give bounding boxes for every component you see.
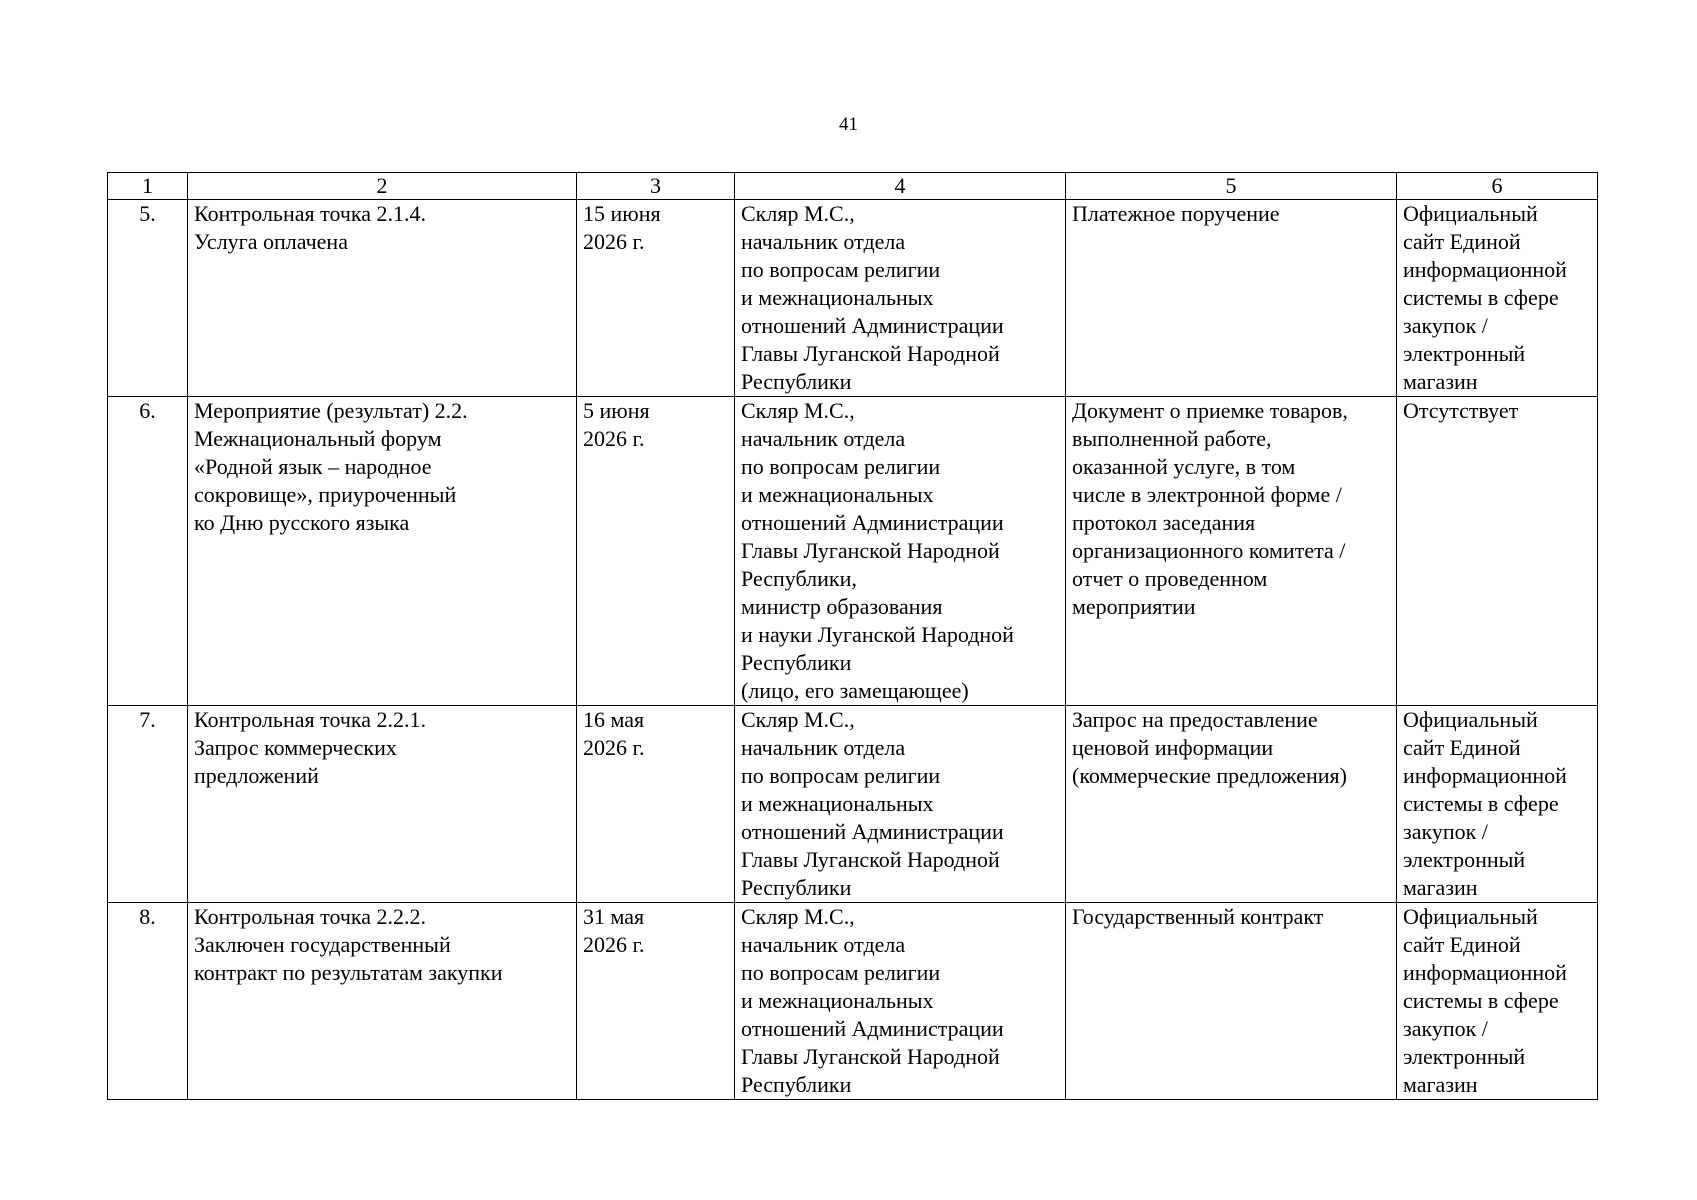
table-row [108, 903, 1598, 1100]
responsible-cell [735, 397, 1066, 706]
cell-line: по вопросам религии [741, 763, 941, 788]
date-cell [577, 706, 735, 903]
cell-line: Республики [741, 369, 852, 394]
cell-line: (лицо, его замещающее) [741, 678, 969, 703]
cell-line: 2026 г. [583, 426, 645, 451]
header-col-6: 6 [1397, 173, 1598, 200]
cell-line: Главы Луганской Народной [741, 341, 1000, 366]
cell-line: Запрос коммерческих [194, 735, 397, 760]
header-col-5: 5 [1066, 173, 1397, 200]
event-name-cell [188, 903, 577, 1100]
cell-line: начальник отдела [741, 932, 906, 957]
cell-line: закупок / [1403, 819, 1488, 844]
cell-line: информационной [1403, 960, 1567, 985]
info-system-cell [1397, 200, 1598, 397]
document-type-cell [1066, 903, 1397, 1100]
cell-line: Республики, [741, 566, 857, 591]
cell-line: и межнациональных [741, 285, 934, 310]
date-cell [577, 397, 735, 706]
cell-line: числе в электронной форме / [1072, 482, 1342, 507]
cell-line: Официальный [1403, 201, 1538, 226]
cell-line: сокровище», приуроченный [194, 482, 457, 507]
cell-line: информационной [1403, 763, 1567, 788]
cell-line: по вопросам религии [741, 960, 941, 985]
cell-line: и межнациональных [741, 988, 934, 1013]
responsible-cell [735, 903, 1066, 1100]
cell-line: начальник отдела [741, 735, 906, 760]
row-number: 6. [108, 397, 188, 706]
cell-line: Официальный [1403, 707, 1538, 732]
cell-line: 31 мая [583, 904, 645, 929]
event-name-cell [188, 397, 577, 706]
cell-line: начальник отдела [741, 229, 906, 254]
cell-line: Официальный [1403, 904, 1538, 929]
cell-line: Отсутствует [1403, 398, 1519, 423]
cell-line: электронный [1403, 847, 1526, 872]
cell-line: отношений Администрации [741, 1016, 1004, 1041]
header-row [108, 173, 1598, 200]
cell-line: Контрольная точка 2.2.2. [194, 904, 427, 929]
cell-line: отношений Администрации [741, 819, 1004, 844]
responsible-cell [735, 706, 1066, 903]
cell-line: по вопросам религии [741, 454, 941, 479]
cell-line: системы в сфере [1403, 285, 1559, 310]
cell-line: магазин [1403, 875, 1478, 900]
cell-line: ко Дню русского языка [194, 510, 410, 535]
row-number: 7. [108, 706, 188, 903]
table-row [108, 200, 1598, 397]
cell-line: Скляр М.С., [741, 201, 855, 226]
cell-line: Республики [741, 1072, 852, 1097]
cell-line: 5 июня [583, 398, 650, 423]
cell-line: сайт Единой [1403, 735, 1521, 760]
event-name-cell [188, 200, 577, 397]
cell-line: Мероприятие (результат) 2.2. [194, 398, 468, 423]
cell-line: Платежное поручение [1072, 201, 1280, 226]
cell-line: Запрос на предоставление [1072, 707, 1318, 732]
info-system-cell [1397, 903, 1598, 1100]
cell-line: информационной [1403, 257, 1567, 282]
cell-line: оказанной услуге, в том [1072, 454, 1296, 479]
cell-line: Услуга оплачена [194, 229, 348, 254]
cell-line: контракт по результатам закупки [194, 960, 503, 985]
header-col-3: 3 [577, 173, 735, 200]
date-cell [577, 903, 735, 1100]
cell-line: 16 мая [583, 707, 645, 732]
header-col-4: 4 [735, 173, 1066, 200]
cell-line: выполненной работе, [1072, 426, 1272, 451]
cell-line: Межнациональный форум [194, 426, 442, 451]
cell-line: по вопросам религии [741, 257, 941, 282]
cell-line: отношений Администрации [741, 313, 1004, 338]
responsible-cell [735, 200, 1066, 397]
cell-line: 15 июня [583, 201, 661, 226]
document-table [107, 172, 1598, 1100]
cell-line: закупок / [1403, 1016, 1488, 1041]
info-system-cell [1397, 706, 1598, 903]
cell-line: начальник отдела [741, 426, 906, 451]
cell-line: магазин [1403, 369, 1478, 394]
cell-line: 2026 г. [583, 932, 645, 957]
cell-line: электронный [1403, 1044, 1526, 1069]
table-row [108, 706, 1598, 903]
cell-line: и науки Луганской Народной [741, 622, 1014, 647]
header-col-2: 2 [188, 173, 577, 200]
cell-line: Скляр М.С., [741, 904, 855, 929]
cell-line: электронный [1403, 341, 1526, 366]
cell-line: закупок / [1403, 313, 1488, 338]
cell-line: Скляр М.С., [741, 707, 855, 732]
cell-line: Главы Луганской Народной [741, 1044, 1000, 1069]
row-number: 5. [108, 200, 188, 397]
document-type-cell [1066, 706, 1397, 903]
date-cell [577, 200, 735, 397]
cell-line: магазин [1403, 1072, 1478, 1097]
cell-line: 2026 г. [583, 735, 645, 760]
table-body [108, 200, 1598, 1100]
cell-line: 2026 г. [583, 229, 645, 254]
cell-line: Республики [741, 875, 852, 900]
cell-line: организационного комитета / [1072, 538, 1346, 563]
cell-line: Государственный контракт [1072, 904, 1324, 929]
cell-line: предложений [194, 763, 319, 788]
cell-line: Республики [741, 650, 852, 675]
cell-line: министр образования [741, 594, 943, 619]
cell-line: сайт Единой [1403, 932, 1521, 957]
cell-line: Главы Луганской Народной [741, 847, 1000, 872]
page-number: 41 [839, 114, 858, 135]
cell-line: Контрольная точка 2.2.1. [194, 707, 427, 732]
cell-line: системы в сфере [1403, 791, 1559, 816]
cell-line: и межнациональных [741, 791, 934, 816]
table-row [108, 397, 1598, 706]
cell-line: Главы Луганской Народной [741, 538, 1000, 563]
event-name-cell [188, 706, 577, 903]
info-system-cell [1397, 397, 1598, 706]
document-type-cell [1066, 397, 1397, 706]
cell-line: отчет о проведенном [1072, 566, 1268, 591]
cell-line: Документ о приемке товаров, [1072, 398, 1348, 423]
cell-line: отношений Администрации [741, 510, 1004, 535]
header-col-1: 1 [108, 173, 188, 200]
row-number: 8. [108, 903, 188, 1100]
cell-line: Контрольная точка 2.1.4. [194, 201, 427, 226]
document-type-cell [1066, 200, 1397, 397]
cell-line: Скляр М.С., [741, 398, 855, 423]
cell-line: (коммерческие предложения) [1072, 763, 1347, 788]
cell-line: «Родной язык – народное [194, 454, 432, 479]
table-header [108, 173, 1598, 200]
cell-line: и межнациональных [741, 482, 934, 507]
cell-line: протокол заседания [1072, 510, 1256, 535]
cell-line: ценовой информации [1072, 735, 1274, 760]
cell-line: мероприятии [1072, 594, 1196, 619]
cell-line: сайт Единой [1403, 229, 1521, 254]
cell-line: Заключен государственный [194, 932, 451, 957]
cell-line: системы в сфере [1403, 988, 1559, 1013]
